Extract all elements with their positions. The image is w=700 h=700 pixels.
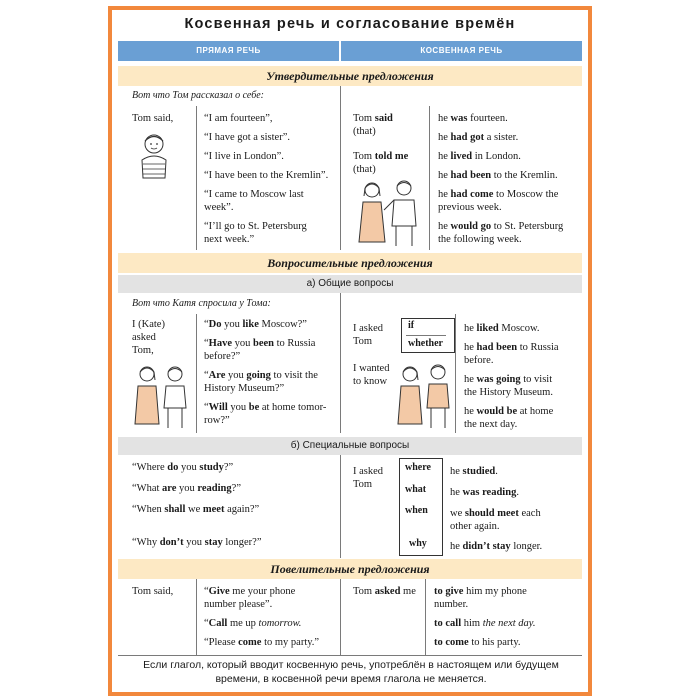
conjunction-separator bbox=[406, 335, 446, 336]
affirmative-direct-line: “I came to Moscow last bbox=[204, 189, 304, 200]
general-indirect-line: he liked Moscow. bbox=[464, 323, 540, 334]
affirmative-reporter-that: (that) bbox=[353, 164, 376, 175]
imperative-direct-line: number please”. bbox=[204, 599, 273, 610]
general-reporter-line: I asked bbox=[353, 323, 384, 334]
imperative-speaker: Tom said, bbox=[132, 586, 174, 597]
column-divider bbox=[340, 293, 341, 433]
speaker-divider bbox=[196, 579, 197, 655]
poster-sheet bbox=[112, 10, 588, 692]
column-divider bbox=[340, 455, 341, 558]
question-word-why: why bbox=[409, 538, 427, 549]
question-word-what: what bbox=[405, 484, 427, 495]
speaker-divider bbox=[196, 314, 197, 433]
girl-and-boy-illustration bbox=[132, 362, 192, 430]
section-imperative: Повелительные предложения bbox=[118, 559, 582, 579]
imperative-direct-line: “Give me your phone bbox=[204, 586, 296, 597]
affirmative-indirect-line: he would go to St. Petersburg bbox=[438, 221, 564, 232]
affirmative-indirect-line: he had been to the Kremlin. bbox=[438, 170, 558, 181]
column-header-indirect: КОСВЕННАЯ РЕЧЬ bbox=[341, 41, 582, 61]
special-direct-line: “Why don’t you stay longer?” bbox=[132, 537, 262, 548]
affirmative-indirect-line: he lived in London. bbox=[438, 151, 521, 162]
section-affirmative: Утвердительные предложения bbox=[118, 66, 582, 86]
general-direct-line: row?” bbox=[204, 415, 230, 426]
general-direct-line: “Do you like Moscow?” bbox=[204, 319, 307, 330]
general-indirect-line: before. bbox=[464, 355, 494, 366]
general-direct-line: before?” bbox=[204, 351, 241, 362]
affirmative-indirect-line: the following week. bbox=[438, 234, 522, 245]
general-indirect-line: he was going to visit bbox=[464, 374, 553, 385]
general-intro: Вот что Катя спросила у Тома: bbox=[132, 298, 271, 309]
reporter-divider bbox=[429, 106, 430, 250]
reporter-divider bbox=[425, 579, 426, 655]
imperative-indirect-line: to come to his party. bbox=[434, 637, 521, 648]
affirmative-intro: Вот что Том рассказал о себе: bbox=[132, 90, 265, 101]
girl-and-boy-illustration bbox=[396, 360, 454, 430]
subsection-special-questions: б) Специальные вопросы bbox=[118, 437, 582, 455]
general-indirect-line: the History Museum. bbox=[464, 387, 553, 398]
affirmative-direct-line: “I have been to the Kremlin”. bbox=[204, 170, 329, 181]
speaker-divider bbox=[196, 106, 197, 250]
general-indirect-line: the next day. bbox=[464, 419, 518, 430]
affirmative-direct-line: “I’ll go to St. Petersburg bbox=[204, 221, 307, 232]
column-divider bbox=[340, 579, 341, 655]
imperative-direct-line: “Call me up tomorrow. bbox=[204, 618, 302, 629]
conjunction-whether: whether bbox=[408, 338, 443, 349]
imperative-indirect-line: to give him my phone bbox=[434, 586, 527, 597]
affirmative-reporter-told: Tom told me bbox=[353, 151, 409, 162]
general-reporter-line: to know bbox=[353, 376, 388, 387]
footer-note: Если глагол, который вводит косвенную речь, употреблён в настоящем или будущем времени, в косвенной речи время глагола не меняется. bbox=[143, 659, 559, 685]
affirmative-direct-line: “I am fourteen”, bbox=[204, 113, 273, 124]
poster-border bbox=[108, 6, 592, 696]
special-indirect-line: other again. bbox=[450, 521, 500, 532]
affirmative-direct-line: week”. bbox=[204, 202, 234, 213]
affirmative-direct-line: next week.” bbox=[204, 234, 255, 245]
general-direct-line: History Museum?” bbox=[204, 383, 285, 394]
conjunction-if: if bbox=[408, 320, 415, 331]
general-indirect-line: he had been to Russia bbox=[464, 342, 559, 353]
imperative-reporter: Tom asked me bbox=[353, 586, 416, 597]
imperative-indirect-line: to call him the next day. bbox=[434, 618, 536, 629]
conj-divider bbox=[455, 314, 456, 433]
special-reporter-line: I asked bbox=[353, 466, 384, 477]
affirmative-direct-line: “I live in London”. bbox=[204, 151, 284, 162]
general-speaker-line: I (Kate) bbox=[132, 319, 165, 330]
affirmative-indirect-line: he had got a sister. bbox=[438, 132, 519, 143]
special-indirect-line: he studied. bbox=[450, 466, 498, 477]
affirmative-indirect-line: he had come to Moscow the bbox=[438, 189, 559, 200]
special-direct-line: “When shall we meet again?” bbox=[132, 504, 260, 515]
affirmative-speaker: Tom said, bbox=[132, 113, 174, 124]
general-reporter-line: Tom bbox=[353, 336, 373, 347]
special-direct-line: “What are you reading?” bbox=[132, 483, 241, 494]
question-word-where: where bbox=[405, 462, 431, 473]
question-word-when: when bbox=[405, 505, 428, 516]
general-speaker-line: Tom, bbox=[132, 345, 154, 356]
special-indirect-line: he was reading. bbox=[450, 487, 519, 498]
footer-divider bbox=[118, 655, 582, 656]
general-direct-line: “Are you going to visit the bbox=[204, 370, 318, 381]
special-reporter-line: Tom bbox=[353, 479, 373, 490]
affirmative-reporter-said: Tom said bbox=[353, 113, 393, 124]
imperative-direct-line: “Please come to my party.” bbox=[204, 637, 320, 648]
column-divider bbox=[340, 86, 341, 250]
general-indirect-line: he would be at home bbox=[464, 406, 554, 417]
column-header-direct: ПРЯМАЯ РЕЧЬ bbox=[118, 41, 339, 61]
affirmative-direct-line: “I have got a sister”. bbox=[204, 132, 291, 143]
general-reporter-line: I wanted bbox=[353, 363, 390, 374]
general-direct-line: “Will you be at home tomor- bbox=[204, 402, 327, 413]
affirmative-reporter-that: (that) bbox=[353, 126, 376, 137]
special-direct-line: “Where do you study?” bbox=[132, 462, 234, 473]
girl-and-boy-illustration bbox=[354, 176, 426, 248]
affirmative-indirect-line: previous week. bbox=[438, 202, 502, 213]
general-direct-line: “Have you been to Russia bbox=[204, 338, 316, 349]
general-speaker-line: asked bbox=[132, 332, 156, 343]
page-title: Косвенная речь и согласование времён bbox=[184, 16, 516, 32]
special-indirect-line: he didn’t stay longer. bbox=[450, 541, 543, 552]
subsection-general-questions: а) Общие вопросы bbox=[118, 275, 582, 293]
section-questions: Вопросительные предложения bbox=[118, 253, 582, 273]
boy-illustration bbox=[132, 130, 176, 186]
imperative-indirect-line: number. bbox=[434, 599, 469, 610]
affirmative-indirect-line: he was fourteen. bbox=[438, 113, 508, 124]
special-indirect-line: we should meet each bbox=[450, 508, 541, 519]
